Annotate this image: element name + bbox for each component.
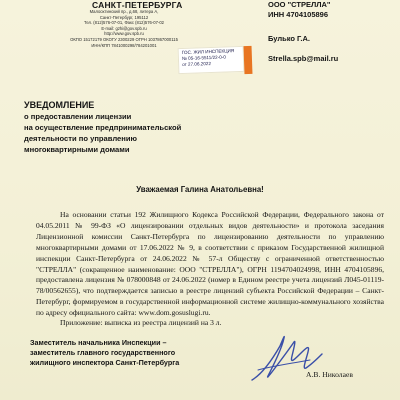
recipient-inn: ИНН 4704105896 xyxy=(268,10,329,19)
title-line: деятельности по управлению xyxy=(24,134,138,143)
stamp-line: ГОС. ЖИЛ ИНСПЕКЦИЯ xyxy=(181,48,235,56)
signer-line: Заместитель начальника Инспекции – xyxy=(30,338,167,347)
recipient-person: Булько Г.А. xyxy=(268,34,310,43)
signer-line: заместитель главного государственного xyxy=(30,348,176,357)
greeting: Уважаемая Галина Анатольевна! xyxy=(136,185,264,194)
body-paragraph: На основании статьи 192 Жилищного Кодекса Российской Федерации, Федерального закона от 04.05.2011 № 99-ФЗ «О лицензировании отдельных видов деятельности» и протокола заседания Лицензионной комиссии Санкт-Петербурга по лицензированию деятельности по управлению многоквартирными домами от 17.06.2022 № 9, в соответствии с приказом Государственной жилищной инспекции Санкт-Петербурга от 24.06.2022 № 57-л Обществу с ограниченной ответственностью "СТРЕЛЛА" (сокращенное наименование: ООО "СТРЕЛЛА"), ОГРН 1194704024998, ИНН 4704105896, предоставлена лицензия № 078000848 от 24.06.2022 (номер в Едином реестре учета лицензий Л045-01119-78/00562655), что подтверждается записью в реестре лицензий субъекта Российской Федерации – Санкт-Петербург, формируемом в государственной информационной системе жилищно-коммунального хозяйства по адресу официального сайта: www.dom.gosuslugi.ru. xyxy=(36,210,384,318)
title-line: о предоставлении лицензии xyxy=(24,112,132,121)
address-line: Тел. (812)576-07-01, Факс (812)576-07-02 xyxy=(84,20,164,26)
signer-line: жилищного инспектора Санкт-Петербурга xyxy=(30,358,180,367)
recipient-org: ООО "СТРЕЛЛА" xyxy=(268,0,331,9)
sender-city: САНКТ-ПЕТЕРБУРГА xyxy=(92,0,183,10)
address-line: http://www.gov.spb.ru xyxy=(104,31,144,37)
stamp-line: № 05-16-5511/22-0-0 xyxy=(181,54,226,62)
address-line: Малоохтинский пр., д.68, литера А, xyxy=(89,9,159,14)
title-line: УВЕДОМЛЕНИЕ xyxy=(24,100,95,110)
stamp-color-bar xyxy=(244,46,253,74)
stamp-line: от 27.06.2022 xyxy=(182,61,212,68)
title-line: на осуществление предпринимательской xyxy=(24,123,182,132)
address-line: ИНН/КПП 7841000298/784201001 xyxy=(91,42,157,48)
attachment-note: Приложение: выписка из реестра лицензий на 3 л. xyxy=(60,318,222,327)
signer-title xyxy=(30,338,179,368)
registration-stamp xyxy=(178,46,245,74)
sender-address-block xyxy=(70,9,178,48)
title-line: многоквартирными домами xyxy=(24,145,130,154)
signer-name: А.В. Николаев xyxy=(306,370,353,379)
document-title xyxy=(24,100,181,155)
handwritten-signature xyxy=(248,330,326,388)
address-line: E-mail: gzhi@gov.spb.ru xyxy=(101,25,147,31)
recipient-email: Strella.spb@mail.ru xyxy=(268,54,339,63)
address-line: ОКПО 15172179 ОКОГУ 2300229 ОГРН 1037867000115 xyxy=(70,36,178,42)
address-line: Санкт-Петербург, 195112 xyxy=(99,14,149,20)
